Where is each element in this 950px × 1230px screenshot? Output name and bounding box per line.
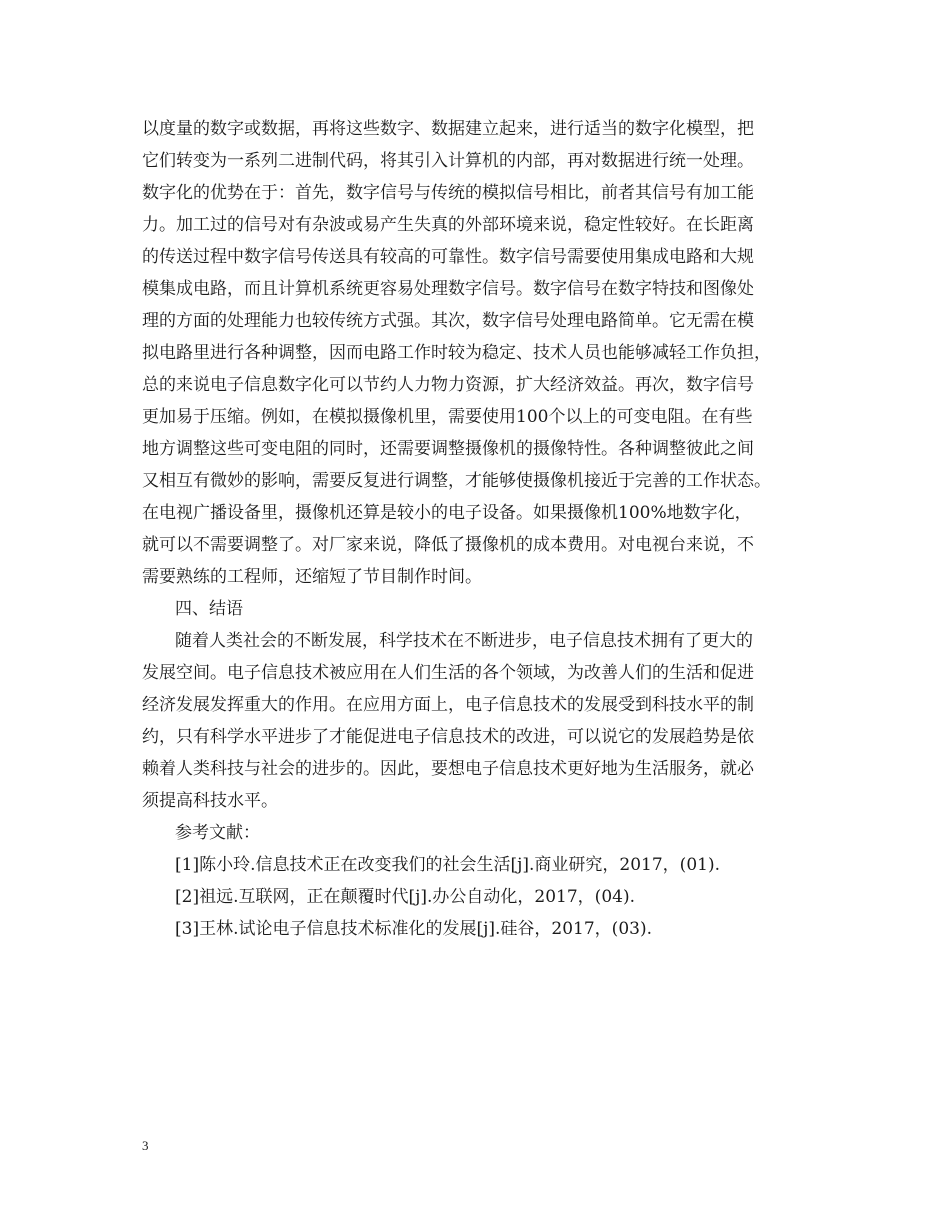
- text-line: 在电视广播设备里，摄像机还算是较小的电子设备。如果摄像机100%地数字化，: [142, 503, 752, 523]
- text-line: 须提高科技水平。: [142, 791, 278, 811]
- text-line: 它们转变为一系列二进制代码，将其引入计算机的内部，再对数据进行统一处理。: [142, 151, 754, 171]
- references-heading: 参考文献：: [175, 823, 260, 843]
- reference-item: [3]王林.试论电子信息技术标准化的发展[j].硅谷，2017，(03).: [175, 919, 652, 939]
- text-line: 数字化的优势在于：首先，数字信号与传统的模拟信号相比，前者其信号有加工能: [142, 183, 754, 203]
- text-line: 约，只有科学水平进步了才能促进电子信息技术的改进，可以说它的发展趋势是依: [142, 727, 754, 747]
- text-line: 模集成电路，而且计算机系统更容易处理数字信号。数字信号在数字特技和图像处: [142, 279, 754, 299]
- body-text: [142, 113, 822, 945]
- text-line: 经济发展发挥重大的作用。在应用方面上，电子信息技术的发展受到科技水平的制: [142, 695, 754, 715]
- text-line: 总的来说电子信息数字化可以节约人力物力资源，扩大经济效益。再次，数字信号: [142, 375, 754, 395]
- text-line: 力。加工过的信号对有杂波或易产生失真的外部环境来说，稳定性较好。在长距离: [142, 215, 754, 235]
- text-line: 就可以不需要调整了。对厂家来说，降低了摄像机的成本费用。对电视台来说，不: [142, 535, 754, 555]
- text-line: 更加易于压缩。例如，在模拟摄像机里，需要使用100个以上的可变电阻。在有些: [142, 407, 753, 427]
- text-line: 赖着人类科技与社会的进步的。因此，要想电子信息技术更好地为生活服务，就必: [142, 759, 754, 779]
- reference-item: [1]陈小玲.信息技术正在改变我们的社会生活[j].商业研究，2017，(01).: [175, 855, 720, 875]
- text-line: 的传送过程中数字信号传送具有较高的可靠性。数字信号需要使用集成电路和大规: [142, 247, 754, 267]
- text-line: 又相互有微妙的影响，需要反复进行调整，才能够使摄像机接近于完善的工作状态。: [142, 471, 771, 491]
- text-line: 随着人类社会的不断发展，科学技术在不断进步，电子信息技术拥有了更大的: [175, 631, 753, 651]
- text-line: 拟电路里进行各种调整，因而电路工作时较为稳定、技术人员也能够减轻工作负担，: [142, 343, 771, 363]
- page-number: 3: [142, 1138, 149, 1153]
- text-line: 需要熟练的工程师，还缩短了节目制作时间。: [142, 567, 482, 587]
- section-heading: 四、结语: [175, 599, 243, 619]
- text-line: 发展空间。电子信息技术被应用在人们生活的各个领域，为改善人们的生活和促进: [142, 663, 754, 683]
- text-line: 地方调整这些可变电阻的同时，还需要调整摄像机的摄像特性。各种调整彼此之间: [142, 439, 754, 459]
- text-line: 理的方面的处理能力也较传统方式强。其次，数字信号处理电路简单。它无需在模: [142, 311, 754, 331]
- reference-item: [2]祖远.互联网，正在颠覆时代[j].办公自动化，2017，(04).: [175, 887, 635, 907]
- text-line: 以度量的数字或数据，再将这些数字、数据建立起来，进行适当的数字化模型，把: [142, 119, 754, 139]
